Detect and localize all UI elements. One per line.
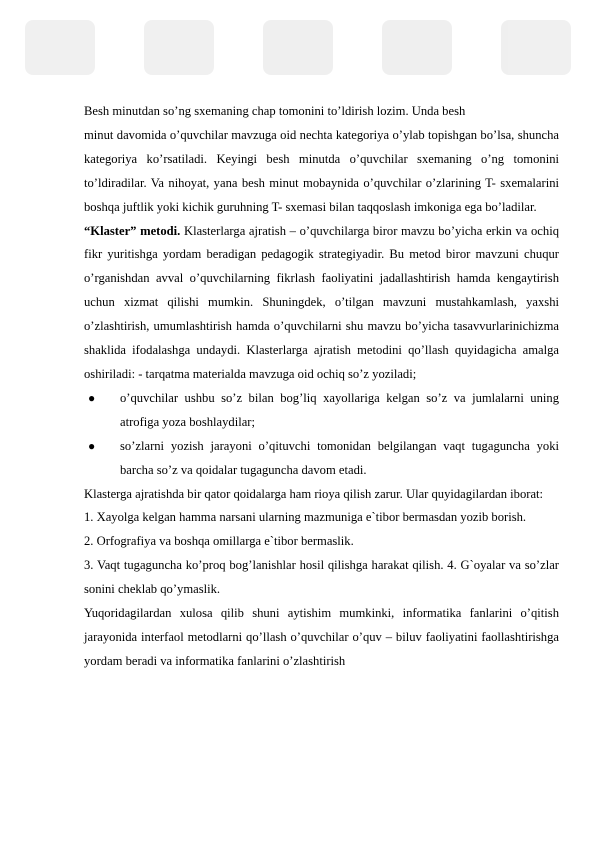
paragraph-rule-3-4: 3. Vaqt tugaguncha ko’proq bog’lanishlar hosil qilishga harakat qilish. 4. G`oyalar va so’zlar sonini cheklab qo’ymaslik. [84,558,559,597]
watermark-mark [144,20,214,75]
bullet-item [84,387,559,435]
watermark-mark [25,20,95,75]
paragraph-rules-intro: Klasterga ajratishda bir qator qoidalarga ham rioya qilish zarur. Ular quyidagilardan iborat: [84,486,544,501]
paragraph-klaster [84,220,559,387]
paragraph-intro-line: Besh minutdan so’ng sxemaning chap tomonini to’ldirish lozim. Unda besh [84,104,466,118]
klaster-text: Klasterlarga ajratish – o’quvchilarga biror mavzu bo’yicha erkin va ochiq fikr yuritishga yordam beradigan pedagogik strategiyadir. Bu metod biror mavzuni chuqur o’rganishdan avval o’quvchilarning fikrlash faoliyatini jadallashtirish hamda kengaytirish uchun xizmat qilishi mumkin. Shuningdek, o’tilgan mavzuni mustahkamlash, yaxshi o’zlashtirish, umumlashtirish hamda o’quvchilarni shu mavzu bo’yicha tasavvurlarinichizma shaklida ifodalashga undaydi. Klasterlarga ajratish metodini qo’llash quyidagicha amalga oshiriladi: - tarqatma materialda mavzuga oid ochiq so’z yoziladi; [84,223,559,381]
bullet-item [84,435,559,483]
bullet-icon: ● [88,438,96,453]
paragraph-t-scheme: minut davomida o’quvchilar mavzuga oid nechta kategoriya o’ylab topishgan bo’lsa, shuncha kategoriya ko’rsatiladi. Keyingi besh minutda o’quvchilar sxemaning o’ng tomonini to’ldiradilar. Va nihoyat, yana besh minut mobaynida o’quvchilar o’zlarining T- sxemalarini boshqa juftlik yoki kichik guruhning T- sxemasi bilan taqqoslash imkoniga ega bo’ladilar. [84,127,559,214]
paragraph-conclusion: Yuqoridagilardan xulosa qilib shuni aytishim mumkinki, informatika fanlarini o’qitish jarayonida interfaol metodlarni qo’llash o’quvchilar o’quv – biluv faoliyatini faollashtirishga yordam beradi va informatika fanlarini o’zlashtirish [84,606,559,668]
bullet-list [84,387,559,483]
bullet-text: so’zlarni yozish jarayoni o’qituvchi tomonidan belgilangan vaqt tugaguncha yoki barcha so’z va qoidalar tugaguncha davom etadi. [120,438,559,477]
bullet-text: o’quvchilar ushbu so’z bilan bog’liq xayollariga kelgan so’z va jumlalarni uning atrofiga yoza boshlaydilar; [120,390,559,429]
document-body [84,100,559,674]
paragraph-rule-1: 1. Xayolga kelgan hamma narsani ularning mazmuniga e`tibor bermasdan yozib borish. [84,510,527,525]
paragraph-rule-2: 2. Orfografiya va boshqa omillarga e`tibor bermaslik. [84,534,354,549]
watermark-mark [263,20,333,75]
watermark-mark [501,20,571,75]
watermark [0,20,595,80]
bullet-icon: ● [88,390,96,405]
watermark-mark [382,20,452,75]
klaster-heading: “Klaster” metodi. [84,223,181,238]
